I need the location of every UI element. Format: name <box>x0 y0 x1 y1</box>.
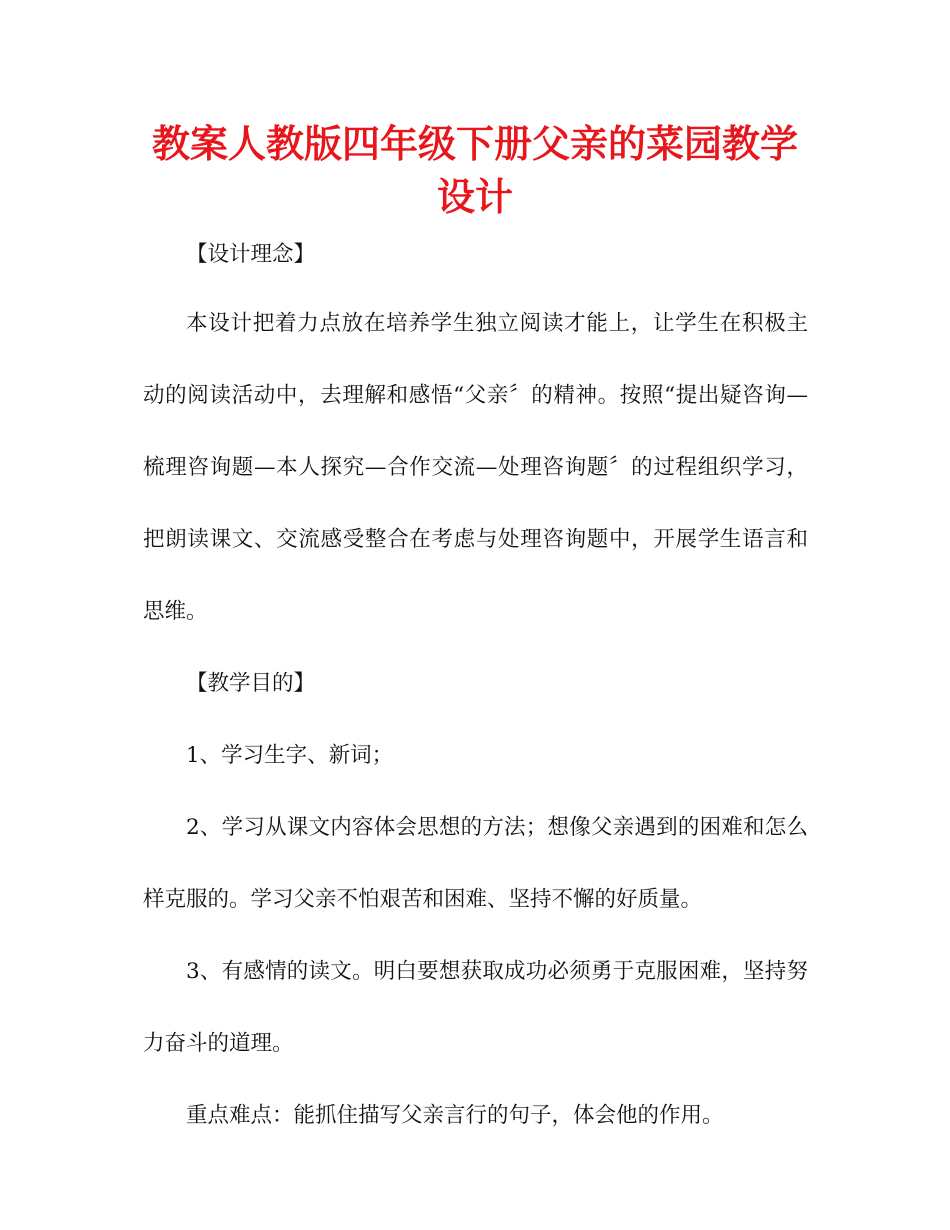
document-title: 教案人教版四年级下册父亲的菜园教学设计 <box>151 122 798 219</box>
teaching-goals-heading: 【教学目的】 <box>186 671 316 696</box>
design-concept-heading: 【设计理念】 <box>186 242 316 267</box>
document-body <box>143 222 808 1152</box>
design-concept-paragraph: 本设计把着力点放在培养学生独立阅读才能上，让学生在积极主动的阅读活动中，去理解和感悟“父亲〞的精神。按照“提出疑咨询—梳理咨询题—本人探究—合作交流—处理咨询题〞的过程组织学习，把朗读课文、交流感受整合在考虑与处理咨询题中，开展学生语言和思维。 <box>143 311 808 624</box>
key-points-paragraph: 重点难点：能抓住描写父亲言行的句子，体会他的作用。 <box>186 1103 724 1128</box>
goal-item-2: 2、学习从课文内容体会思想的方法；想像父亲遇到的困难和怎么样克服的。学习父亲不怕艰苦和困难、坚持不懈的好质量。 <box>143 815 808 912</box>
goal-item-1: 1、学习生字、新词； <box>186 743 394 768</box>
goal-item-3: 3、有感情的读文。明白要想获取成功必须勇于克服困难，坚持努力奋斗的道理。 <box>143 959 808 1056</box>
